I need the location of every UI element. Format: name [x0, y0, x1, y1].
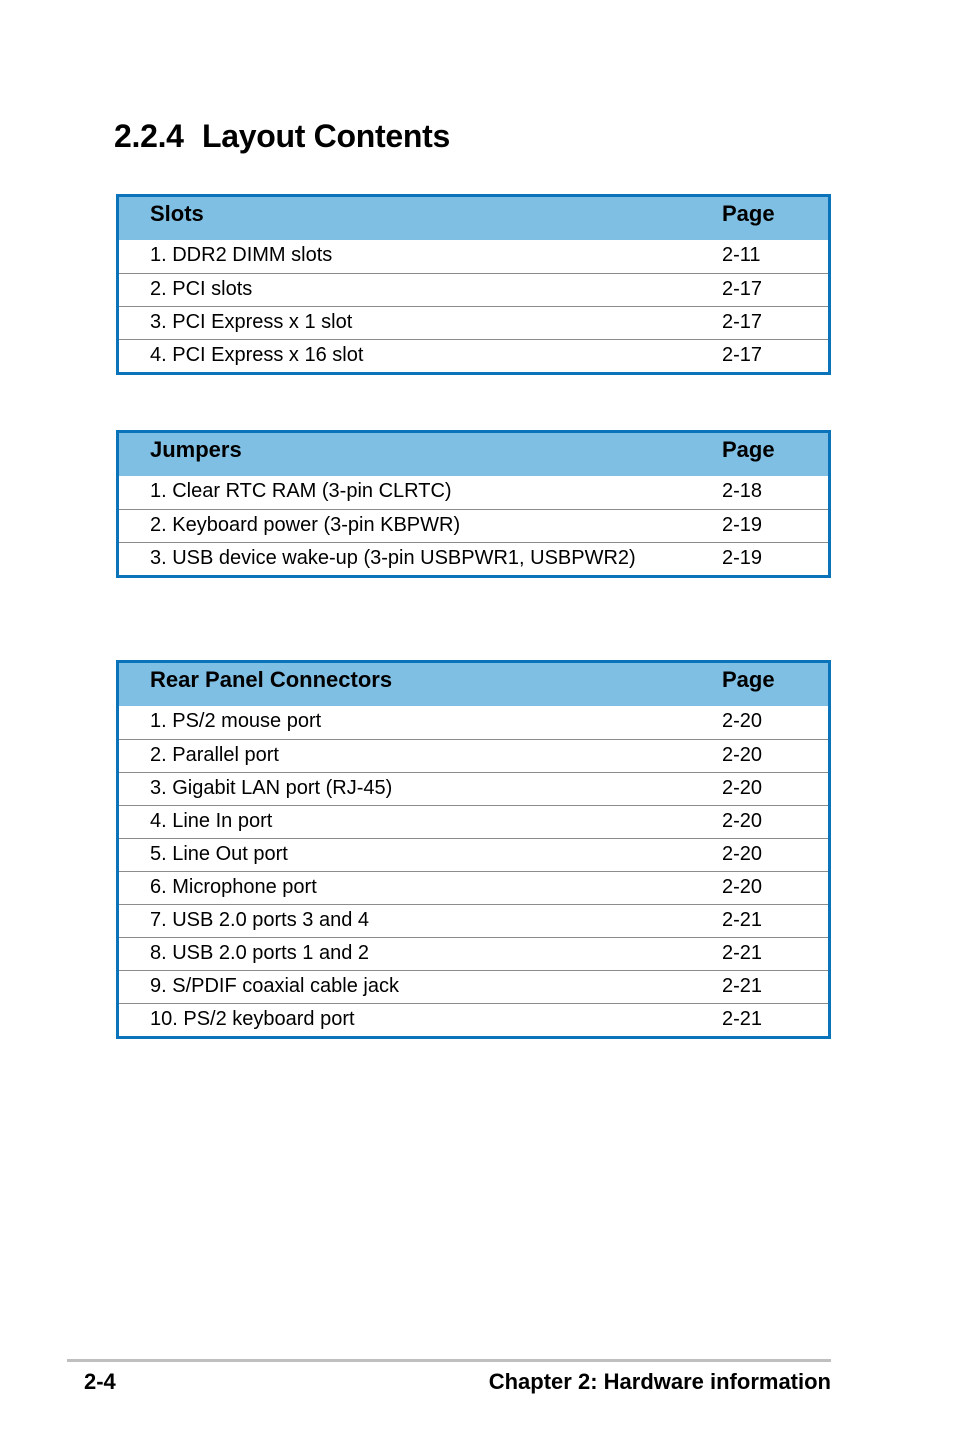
jumpers-table	[116, 430, 831, 578]
row-label: 10. PS/2 keyboard port	[150, 1008, 355, 1030]
row-page: 2-11	[722, 244, 761, 266]
row-page: 2-21	[722, 909, 763, 931]
row-page: 2-20	[722, 710, 763, 732]
section-heading	[114, 112, 450, 160]
table-row	[119, 970, 828, 1003]
footer-divider	[67, 1359, 831, 1362]
row-page: 2-17	[722, 278, 763, 300]
row-page: 2-20	[722, 777, 763, 799]
row-label: 1. DDR2 DIMM slots	[150, 244, 333, 266]
table-row	[119, 706, 828, 739]
footer-page-number: 2-4	[84, 1369, 116, 1394]
table-header-label: Slots	[150, 201, 204, 226]
row-label: 2. PCI slots	[150, 278, 253, 300]
table-header	[119, 663, 828, 706]
section-title: Layout Contents	[202, 118, 450, 154]
table-row	[119, 739, 828, 772]
row-page: 2-21	[722, 975, 763, 997]
table-row	[119, 240, 828, 273]
row-label: 6. Microphone port	[150, 876, 317, 898]
row-label: 8. USB 2.0 ports 1 and 2	[150, 942, 370, 964]
table-header-page: Page	[722, 437, 775, 462]
footer-chapter-title: Chapter 2: Hardware information	[488, 1369, 831, 1394]
row-label: 3. PCI Express x 1 slot	[150, 311, 353, 333]
row-page: 2-20	[722, 876, 763, 898]
table-row	[119, 273, 828, 306]
table-row	[119, 339, 828, 372]
row-label: 3. USB device wake-up (3-pin USBPWR1, USBPWR2)	[150, 547, 636, 569]
table-row	[119, 509, 828, 542]
row-label: 3. Gigabit LAN port (RJ-45)	[150, 777, 393, 799]
table-row	[119, 1003, 828, 1036]
table-header-label: Rear Panel Connectors	[150, 667, 393, 692]
row-page: 2-20	[722, 810, 763, 832]
row-label: 1. PS/2 mouse port	[150, 710, 322, 732]
row-page: 2-19	[722, 514, 763, 536]
row-label: 5. Line Out port	[150, 843, 288, 865]
row-page: 2-18	[722, 480, 763, 502]
table-row	[119, 871, 828, 904]
row-page: 2-21	[722, 1008, 763, 1030]
row-label: 2. Keyboard power (3-pin KBPWR)	[150, 514, 461, 536]
row-label: 1. Clear RTC RAM (3-pin CLRTC)	[150, 480, 452, 502]
row-label: 4. PCI Express x 16 slot	[150, 344, 364, 366]
row-page: 2-20	[722, 744, 763, 766]
slots-table	[116, 194, 831, 375]
row-label: 9. S/PDIF coaxial cable jack	[150, 975, 399, 997]
section-number: 2.2.4	[114, 118, 184, 154]
table-row	[119, 805, 828, 838]
table-header	[119, 433, 828, 476]
row-label: 2. Parallel port	[150, 744, 279, 766]
row-page: 2-19	[722, 547, 763, 569]
row-page: 2-17	[722, 344, 763, 366]
table-header-label: Jumpers	[150, 437, 242, 462]
table-row	[119, 838, 828, 871]
table-row	[119, 542, 828, 575]
table-row	[119, 306, 828, 339]
table-header	[119, 197, 828, 240]
row-page: 2-21	[722, 942, 763, 964]
table-row	[119, 476, 828, 509]
table-header-page: Page	[722, 201, 775, 226]
table-row	[119, 772, 828, 805]
row-label: 4. Line In port	[150, 810, 273, 832]
table-row	[119, 904, 828, 937]
table-header-page: Page	[722, 667, 775, 692]
table-row	[119, 937, 828, 970]
row-page: 2-20	[722, 843, 763, 865]
rear-panel-connectors-table	[116, 660, 831, 1039]
row-label: 7. USB 2.0 ports 3 and 4	[150, 909, 370, 931]
row-page: 2-17	[722, 311, 763, 333]
